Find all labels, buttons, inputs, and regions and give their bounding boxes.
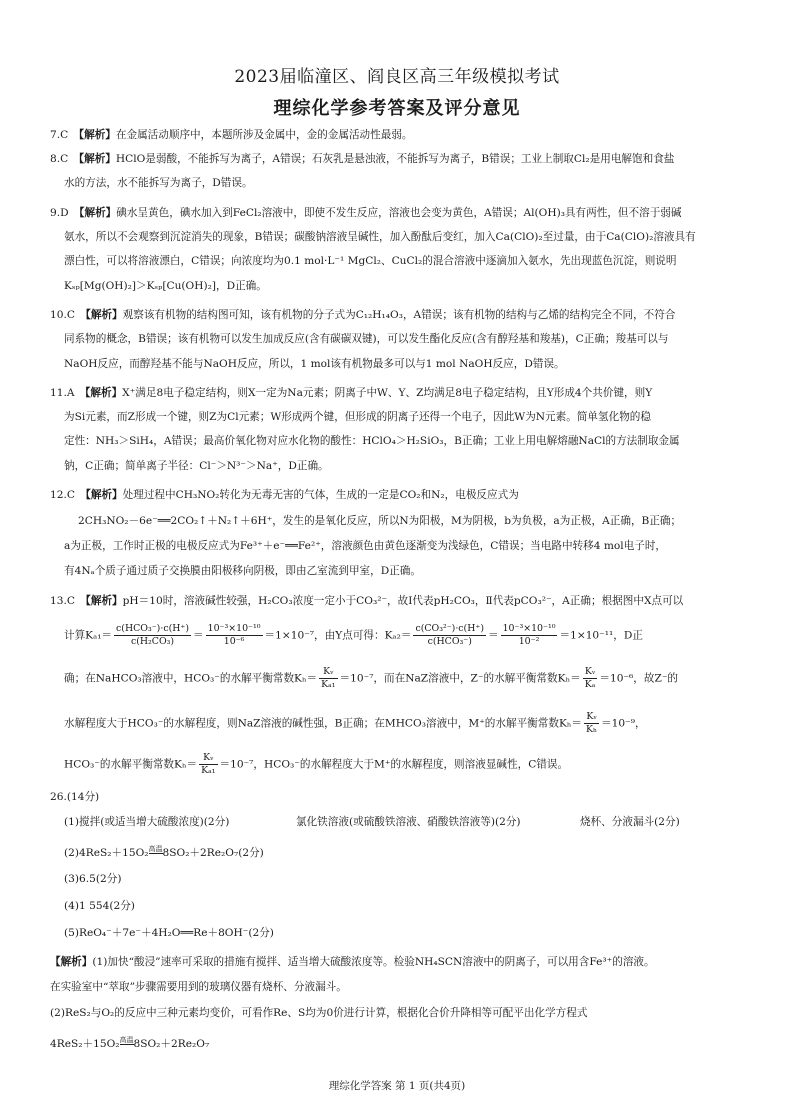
formula-text: ＝10⁻⁷，HCO₃⁻的水解程度大于M⁺的水解程度，则溶液显碱性，C错误。 (219, 758, 569, 771)
fraction-denominator: c(HCO₃⁻) (427, 636, 472, 647)
formula-text: ＝10⁻⁷，而在NaZ溶液中，Z⁻的水解平衡常数Kₕ＝ (339, 672, 581, 685)
line-text: Kₛₚ[Mg(OH)₂]＞Kₛₚ[Cu(OH)₂]，D正确。 (64, 280, 267, 292)
answer-line (64, 332, 668, 346)
q26-answer-2 (64, 845, 264, 860)
q26-answer-1b: 氯化铁溶液(或硫酸铁溶液、硝酸铁溶液等)(2分) (296, 816, 521, 828)
fraction-numerator: Kᵥ (583, 666, 598, 679)
q26-answer-1c: 烧杯、分液漏斗(2分) (580, 816, 680, 828)
fraction-kh1 (319, 666, 337, 691)
fraction-denominator: 10⁻⁶ (223, 636, 245, 647)
line-text: 氨水，所以不会观察到沉淀消失的现象，B错误；碳酸钠溶液呈碱性，加入酚酞后变红，加入Ca(ClO)₂至过量，由于Ca(ClO)₂溶液具有 (64, 231, 696, 243)
formula-text: ＝1×10⁻¹¹，D正 (559, 629, 643, 642)
answer-line (64, 410, 651, 424)
answer-line (50, 386, 652, 400)
answer-line (50, 152, 674, 166)
q26-explanation-3: (2)ReS₂与O₂的反应中三种元素均变价，可看作Re、S均为0价进行计算，根据化合价升降相等可配平出化学方程式 (50, 1007, 588, 1019)
fraction-numerator: c(HCO₃⁻)·c(H⁺) (116, 623, 190, 634)
formula-text: 计算Kₐ₁＝ (64, 629, 113, 642)
line-text: 水的方法，水不能拆写为离子，D错误。 (64, 177, 253, 189)
fraction-denominator: Kₐ₁ (321, 679, 336, 690)
fraction-kh3 (584, 711, 599, 736)
formula-text: ＝10⁻⁹， (601, 717, 646, 730)
answer-line (50, 488, 519, 502)
explanation-tag: 【解析】 (80, 489, 123, 501)
formula-text: ＝ (193, 629, 204, 642)
question-number: 7.C (50, 129, 69, 141)
fraction-denominator: Kₐ₁ (201, 765, 216, 776)
q26-answer-4: (4)1 554(2分) (64, 900, 135, 912)
answer-line (64, 279, 267, 293)
equation-right: 8SO₂＋2Re₂O₇(2分) (162, 847, 264, 859)
line-text: 有4Nₐ个质子通过质子交换膜由阳极移向阴极，即由乙室流到甲室，D正确。 (64, 565, 421, 577)
fraction-denominator: Kₐ (584, 679, 596, 690)
fraction-numerator: 10⁻³×10⁻¹⁰ (502, 623, 556, 634)
answer-line (50, 594, 683, 608)
q26-answer-1 (64, 815, 229, 829)
question-number: 12.C (50, 489, 75, 501)
q26-answer-3: (3)6.5(2分) (64, 873, 122, 885)
answer-line (64, 539, 666, 553)
fraction-numerator: Kᵥ (584, 711, 599, 724)
answer-line (64, 230, 696, 244)
page-footer: 理综化学答案 第 1 页(共4页) (328, 1080, 466, 1092)
reaction-condition (149, 845, 163, 860)
answer-line (50, 128, 413, 142)
condition-label: 高温 (148, 845, 163, 853)
line-text: NaOH反应，而醇羟基不能与NaOH反应，所以，1 mol该有机物最多可以与1 mol NaOH反应，D错误。 (64, 358, 565, 370)
formula-line-ka (64, 623, 643, 648)
condition-label: 高温 (119, 1036, 134, 1044)
fraction-kh2 (583, 666, 598, 691)
line-text: 在金属活动顺序中，本题所涉及金属中，金的金属活动性最弱。 (115, 129, 413, 141)
formula-text: 水解程度大于HCO₃⁻的水解程度，则NaZ溶液的碱性强，B正确；在MHCO₃溶液中，M⁺的水解平衡常数Kₕ＝ (64, 717, 583, 730)
equation-left: 4ReS₂＋15O₂ (50, 1038, 120, 1050)
fraction-numerator: 10⁻³×10⁻¹⁰ (207, 623, 261, 634)
fraction-ka1-values (206, 623, 263, 648)
exam-title: 2023届临潼区、阎良区高三年级模拟考试 (234, 67, 560, 87)
answer-subtitle: 理综化学参考答案及评分意见 (273, 98, 521, 119)
line-text: a为正极，工作时正极的电极反应式为Fe³⁺＋e⁻══Fe²⁺，溶液颜色由黄色逐渐变为浅绿色，C错误；当电路中转移4 mol电子时， (64, 540, 667, 552)
equation-left: (2)4ReS₂＋15O₂ (64, 847, 149, 859)
question-number: 13.C (50, 595, 75, 607)
fraction-denominator: Kₕ (586, 724, 598, 735)
answer-line (64, 434, 680, 448)
answer-line (64, 459, 329, 473)
question-number: 11.A (50, 387, 75, 399)
explanation-tag: 【解析】 (80, 309, 123, 321)
fraction-numerator: Kᵥ (319, 666, 337, 679)
explanation-tag: 【解析】 (80, 595, 123, 607)
answer-line (64, 357, 565, 371)
line-text: pH＝10时，溶液碱性较强，H₂CO₃浓度一定小于CO₃²⁻，故Ⅰ代表pH₂CO₃，Ⅱ代表pCO₃²⁻，A正确；根据图中X点可以 (122, 595, 684, 607)
explanation-tag: 【解析】 (79, 387, 123, 399)
question-number: 10.C (50, 309, 75, 321)
fraction-ka2 (413, 623, 486, 648)
answer-line (50, 206, 682, 220)
fraction-denominator: c(H₂CO₃) (130, 636, 175, 647)
answer-line (78, 514, 681, 528)
q26-explanation-2: 在实验室中“萃取”步骤需要用到的玻璃仪器有烧杯、分液漏斗。 (50, 981, 347, 993)
explanation-tag: 【解析】 (50, 956, 93, 968)
formula-text: ＝10⁻⁶，故Z⁻的 (599, 672, 679, 685)
line-text: 同系物的概念，B错误；该有机物可以发生加成反应(含有碳碳双键)，可以发生酯化反应(含有醇羟基和羧基)，C正确；羧基可以与 (64, 333, 669, 345)
explanation-text: (1)加快“酸浸”速率可采取的措施有搅拌、适当增大硫酸浓度等。检验NH₄SCN溶液中的阴离子，可以用含Fe³⁺的溶液。 (92, 956, 655, 968)
question-number: 9.D (50, 207, 69, 219)
equation-right: 8SO₂＋2Re₂O₇ (133, 1038, 210, 1050)
fraction-kh4 (199, 752, 217, 777)
answer-line (64, 564, 421, 578)
explanation-tag: 【解析】 (73, 153, 116, 165)
answer-line (50, 308, 675, 322)
line-text: 漂白性，可以将溶液漂白，C错误；向浓度均为0.1 mol·L⁻¹ MgCl₂、CuCl₂的混合溶液中逐滴加入氨水，先出现蓝色沉淀，则说明 (64, 255, 677, 267)
fraction-numerator: c(CO₃²⁻)·c(H⁺) (415, 623, 484, 634)
q26-explanation-1 (50, 955, 655, 969)
formula-text: 确；在NaHCO₃溶液中，HCO₃⁻的水解平衡常数Kₕ＝ (64, 672, 318, 685)
line-text: 碘水呈黄色，碘水加入到FeCl₂溶液中，即使不发生反应，溶液也会变为黄色，A错误；Al(OH)₃具有两性，但不溶于弱碱 (116, 207, 682, 219)
formula-line-kh (64, 666, 678, 691)
line-text: 2CH₃NO₂－6e⁻══2CO₂↑＋N₂↑＋6H⁺，发生的是氧化反应，所以N为阳极，M为阴极，b为负极，a为正极，A正确，B正确； (78, 515, 682, 527)
explanation-tag: 【解析】 (73, 129, 116, 141)
formula-line-hco3 (64, 752, 568, 777)
formula-line-m (64, 711, 646, 736)
fraction-ka1 (114, 623, 191, 648)
answer-part: (1)搅拌(或适当增大硫酸浓度)(2分) (64, 816, 230, 828)
line-text: 为Si元素，而Z形成一个键，则Z为Cl元素；W形成两个键，但形成的阴离子还得一个电子，因此W为N元素。简单氢化物的稳 (64, 411, 651, 423)
fraction-denominator: 10⁻² (518, 636, 540, 647)
line-text: X⁺满足8电子稳定结构，则X一定为Na元素；阴离子中W、Y、Z均满足8电子稳定结构，且Y形成4个共价键，则Y (122, 387, 653, 399)
line-text: 观察该有机物的结构图可知，该有机物的分子式为C₁₂H₁₄O₃，A错误；该有机物的结构与乙烯的结构完全不同，不符合 (122, 309, 676, 321)
answer-line (64, 254, 677, 268)
formula-text: HCO₃⁻的水解平衡常数Kₕ＝ (64, 758, 198, 771)
line-text: 定性：NH₃＞SiH₄，A错误；最高价氧化物对应水化物的酸性：HClO₄＞H₂SiO₃，B正确；工业上用电解熔融NaCl的方法制取金属 (64, 435, 680, 447)
formula-text: ＝ (488, 629, 499, 642)
formula-text: ＝1×10⁻⁷，由Y点可得：Kₐ₂＝ (264, 629, 412, 642)
q26-answer-5: (5)ReO₄⁻＋7e⁻＋4H₂O══Re＋8OH⁻(2分) (64, 927, 274, 939)
reaction-condition (120, 1036, 134, 1051)
line-text: 钠，C正确；简单离子半径：Cl⁻＞N³⁻＞Na⁺，D正确。 (64, 460, 329, 472)
line-text: HClO是弱酸，不能拆写为离子，A错误；石灰乳是悬浊液，不能拆写为离子，B错误；工业上制取Cl₂是用电解饱和食盐 (115, 153, 675, 165)
fraction-ka2-values (501, 623, 558, 648)
q26-header: 26.(14分) (50, 791, 100, 803)
line-text: 处理过程中CH₃NO₂转化为无毒无害的气体，生成的一定是CO₂和N₂，电极反应式为 (122, 489, 519, 501)
fraction-numerator: Kᵥ (199, 752, 217, 765)
answer-line (64, 176, 253, 190)
q26-explanation-4 (50, 1036, 209, 1051)
question-number: 8.C (50, 153, 69, 165)
explanation-tag: 【解析】 (73, 207, 117, 219)
